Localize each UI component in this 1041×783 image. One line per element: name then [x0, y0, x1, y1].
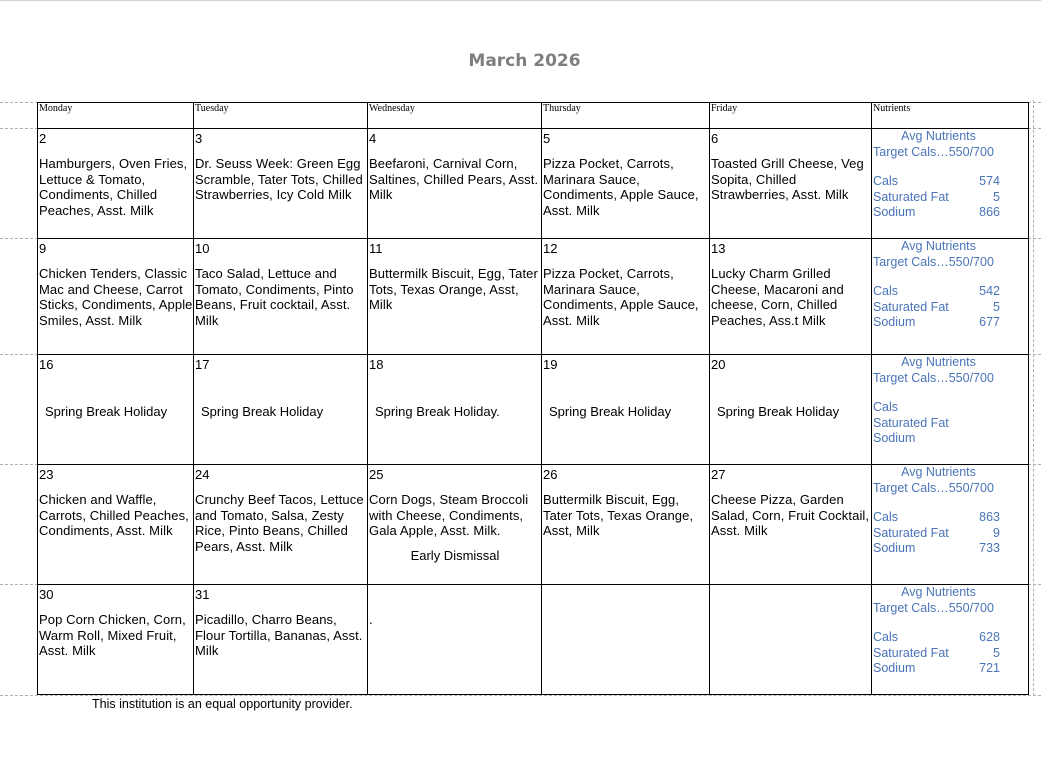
day-number: 27 — [711, 467, 726, 482]
sodium-label: Sodium — [873, 315, 916, 329]
day-number: 10 — [195, 241, 210, 256]
target-calories: Target Cals…550/700 — [873, 254, 994, 269]
day-number: 20 — [711, 357, 726, 372]
sat-fat-value: 5 — [993, 645, 1000, 660]
day-cell — [710, 585, 872, 695]
sodium-label: Sodium — [873, 205, 916, 219]
target-calories: Target Cals…550/700 — [873, 480, 994, 495]
menu-text: Toasted Grill Cheese, Veg Sopita, Chilled Strawberries, Asst. Milk — [711, 156, 864, 202]
menu-text: . — [369, 612, 373, 627]
day-number: 13 — [711, 241, 726, 256]
sodium-value: 721 — [979, 661, 1000, 675]
day-cell — [368, 239, 542, 355]
sodium-value: 733 — [979, 541, 1000, 555]
header-monday: Monday — [38, 103, 194, 129]
sodium-label: Sodium — [873, 431, 916, 445]
header-wednesday: Wednesday — [368, 103, 542, 129]
cals-label: Cals — [873, 630, 899, 644]
day-number: 12 — [543, 241, 558, 256]
sodium-label: Sodium — [873, 661, 916, 675]
nutrients-heading: Avg Nutrients — [901, 239, 976, 253]
holiday-text: Spring Break Holiday — [549, 404, 672, 419]
week-row — [38, 355, 1029, 465]
row-guide — [0, 695, 1041, 696]
menu-text: Buttermilk Biscuit, Egg, Tater Tots, Texas Orange, Asst, Milk — [369, 266, 538, 312]
menu-calendar — [37, 102, 1029, 695]
menu-text: Taco Salad, Lettuce and Tomato, Condiments, Pinto Beans, Fruit cocktail, Asst. Milk — [195, 266, 354, 328]
nutrients-cell — [872, 585, 1029, 695]
day-cell — [38, 585, 194, 695]
menu-text: Chicken and Waffle, Carrots, Chilled Peaches, Condiments, Asst. Milk — [39, 492, 189, 538]
sat-fat-value: 9 — [993, 525, 1000, 540]
top-rule — [0, 0, 1041, 1]
footer-statement: This institution is an equal opportunity provider. — [92, 697, 353, 711]
day-number: 24 — [195, 467, 210, 482]
menu-text: Dr. Seuss Week: Green Egg Scramble, Tater Tots, Chilled Strawberries, Icy Cold Milk — [195, 156, 363, 202]
menu-text: Pop Corn Chicken, Corn, Warm Roll, Mixed Fruit, Asst. Milk — [39, 612, 186, 658]
week-row — [38, 239, 1029, 355]
menu-text: Corn Dogs, Steam Broccoli with Cheese, Condiments, Gala Apple, Asst. Milk. — [369, 492, 529, 538]
day-number: 31 — [195, 587, 210, 602]
day-number: 11 — [369, 241, 383, 256]
early-dismissal-note: Early Dismissal — [410, 547, 500, 563]
cals-value: 863 — [979, 510, 1000, 524]
day-cell — [38, 465, 194, 585]
week-row — [38, 129, 1029, 239]
nutrients-heading: Avg Nutrients — [901, 355, 976, 369]
cals-value: 628 — [979, 630, 1000, 644]
day-cell — [710, 355, 872, 465]
page-title: March 2026 — [468, 51, 581, 71]
holiday-text: Spring Break Holiday — [45, 404, 168, 419]
nutrients-cell — [872, 465, 1029, 585]
target-calories: Target Cals…550/700 — [873, 370, 994, 385]
sat-fat-label: Saturated Fat — [873, 525, 949, 540]
day-cell — [710, 129, 872, 239]
day-cell — [542, 239, 710, 355]
day-cell — [542, 355, 710, 465]
sodium-label: Sodium — [873, 541, 916, 555]
menu-text: Picadillo, Charro Beans, Flour Tortilla, Bananas, Asst. Milk — [195, 612, 363, 658]
day-cell — [38, 355, 194, 465]
day-cell — [194, 239, 368, 355]
header-nutrients: Nutrients — [872, 103, 1029, 129]
day-cell — [368, 129, 542, 239]
sat-fat-label: Saturated Fat — [873, 189, 949, 204]
nutrients-heading: Avg Nutrients — [901, 129, 976, 143]
day-number: 19 — [543, 357, 558, 372]
sodium-value: 866 — [979, 205, 1000, 219]
nutrients-cell — [872, 129, 1029, 239]
holiday-text: Spring Break Holiday — [201, 404, 324, 419]
menu-text: Hamburgers, Oven Fries, Lettuce & Tomato, Condiments, Chilled Peaches, Asst. Milk — [39, 156, 188, 218]
day-cell — [194, 585, 368, 695]
menu-text: Cheese Pizza, Garden Salad, Corn, Fruit Cocktail, Asst. Milk — [711, 492, 870, 538]
sat-fat-label: Saturated Fat — [873, 645, 949, 660]
nutrients-heading: Avg Nutrients — [901, 465, 976, 479]
day-number: 3 — [195, 131, 203, 146]
nutrients-cell — [872, 239, 1029, 355]
holiday-text: Spring Break Holiday — [717, 404, 840, 419]
menu-text: Crunchy Beef Tacos, Lettuce and Tomato, Salsa, Zesty Rice, Pinto Beans, Chilled Pears, Asst. Milk — [195, 492, 364, 554]
header-friday: Friday — [710, 103, 872, 129]
holiday-text: Spring Break Holiday. — [375, 404, 500, 419]
day-number: 4 — [369, 131, 377, 146]
header-thursday: Thursday — [542, 103, 710, 129]
day-cell — [368, 355, 542, 465]
day-cell — [194, 355, 368, 465]
day-cell — [38, 129, 194, 239]
nutrients-heading: Avg Nutrients — [901, 585, 976, 599]
day-cell — [542, 129, 710, 239]
day-number: 23 — [39, 467, 54, 482]
day-number: 26 — [543, 467, 558, 482]
day-cell — [194, 465, 368, 585]
cals-value: 542 — [979, 284, 1000, 298]
menu-text: Buttermilk Biscuit, Egg, Tater Tots, Texas Orange, Asst, Milk — [543, 492, 694, 538]
day-number: 2 — [39, 131, 47, 146]
menu-text: Beefaroni, Carnival Corn, Saltines, Chilled Pears, Asst. Milk — [369, 156, 539, 202]
day-number: 16 — [39, 357, 54, 372]
day-number: 17 — [195, 357, 210, 372]
day-number — [369, 587, 541, 603]
sat-fat-value: 5 — [993, 299, 1000, 314]
target-calories: Target Cals…550/700 — [873, 144, 994, 159]
day-cell — [368, 465, 542, 585]
sat-fat-label: Saturated Fat — [873, 299, 949, 314]
day-cell — [542, 585, 710, 695]
day-number: 9 — [39, 241, 47, 256]
day-number: 6 — [711, 131, 719, 146]
cals-label: Cals — [873, 400, 899, 414]
sodium-value: 677 — [979, 315, 1000, 329]
day-number: 18 — [369, 357, 384, 372]
sat-fat-label: Saturated Fat — [873, 415, 949, 430]
header-tuesday: Tuesday — [194, 103, 368, 129]
target-calories: Target Cals…550/700 — [873, 600, 994, 615]
week-row — [38, 465, 1029, 585]
header-row — [38, 103, 1029, 129]
day-number: 30 — [39, 587, 54, 602]
menu-text: Pizza Pocket, Carrots, Marinara Sauce, Condiments, Apple Sauce, Asst. Milk — [543, 266, 699, 328]
week-row — [38, 585, 1029, 695]
nutrients-cell — [872, 355, 1029, 465]
day-cell — [38, 239, 194, 355]
menu-text: Pizza Pocket, Carrots, Marinara Sauce, Condiments, Apple Sauce, Asst. Milk — [543, 156, 699, 218]
day-number: 5 — [543, 131, 551, 146]
menu-text: Chicken Tenders, Classic Mac and Cheese, Carrot Sticks, Condiments, Apple Smiles, Asst. Milk — [39, 266, 193, 328]
day-cell — [368, 585, 542, 695]
column-guide — [1033, 100, 1034, 696]
sat-fat-value: 5 — [993, 189, 1000, 204]
day-cell — [194, 129, 368, 239]
day-cell — [542, 465, 710, 585]
menu-text: Lucky Charm Grilled Cheese, Macaroni and cheese, Corn, Chilled Peaches, Ass.t Milk — [711, 266, 844, 328]
cals-label: Cals — [873, 510, 899, 524]
cals-label: Cals — [873, 284, 899, 298]
cals-value: 574 — [979, 174, 1000, 188]
cals-label: Cals — [873, 174, 899, 188]
day-number: 25 — [369, 467, 384, 482]
day-cell — [710, 239, 872, 355]
day-cell — [710, 465, 872, 585]
